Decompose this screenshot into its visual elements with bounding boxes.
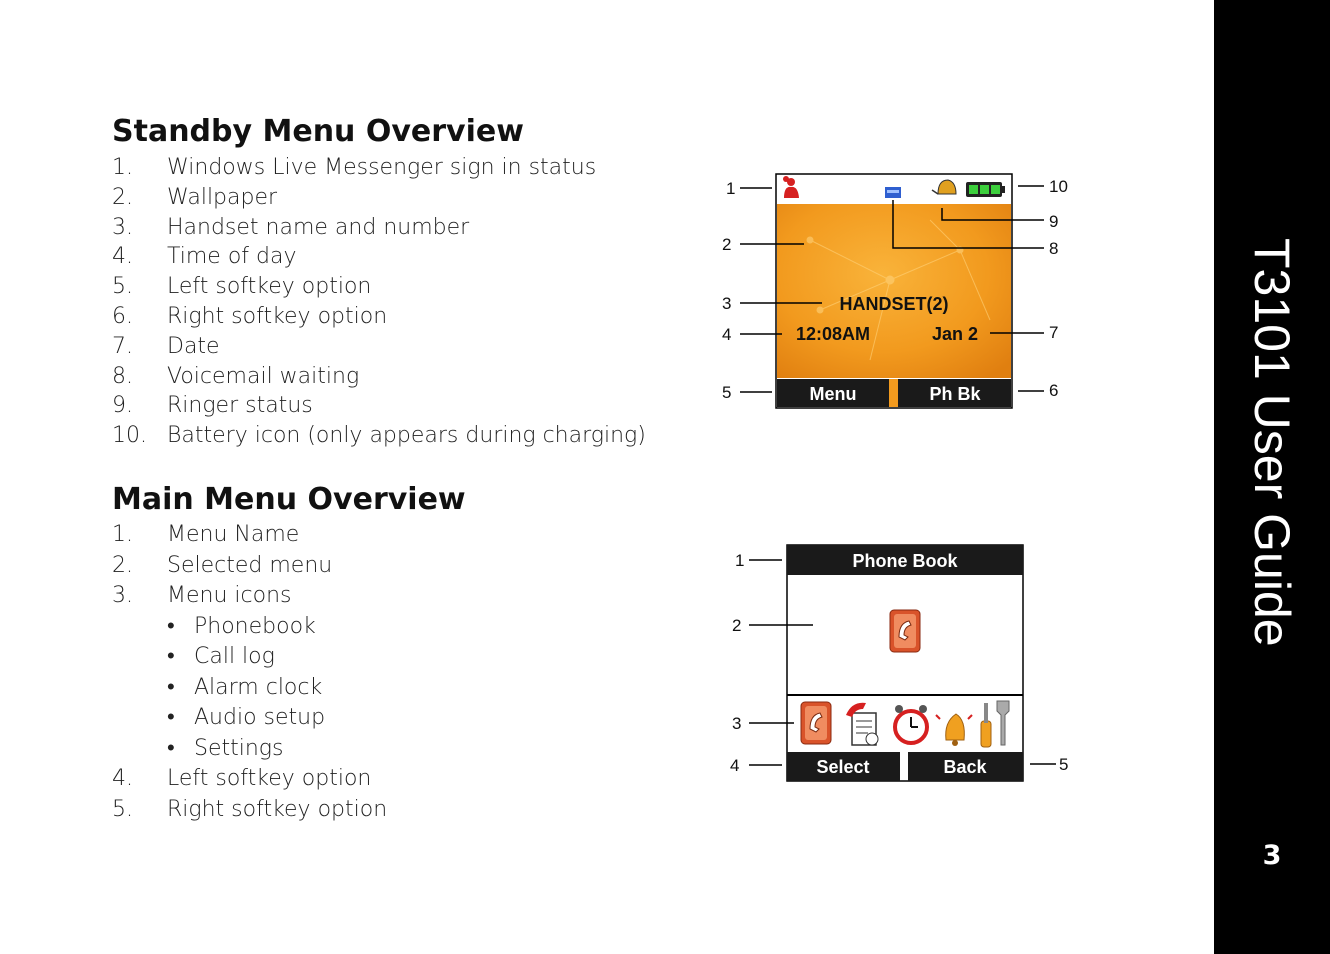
main-menu-heading: Main Menu Overview [112,482,466,517]
right-softkey: Back [943,757,987,777]
callout-4: 4 [722,325,732,344]
callout-6: 6 [1049,381,1059,400]
callout-3: 3 [722,294,732,313]
main-menu-screen-diagram [700,535,1100,790]
handset-name: HANDSET(2) [839,294,949,314]
callout-3: 3 [732,714,742,733]
list-item: 7. Date [112,333,220,359]
main-menu-list [112,520,387,825]
page-number: 3 [1262,840,1282,871]
list-item: 1. Windows Live Messenger sign in status [112,155,597,180]
standby-screen-diagram [700,160,1100,420]
bullet-item: • Alarm clock [167,674,323,700]
list-item: 8. Voicemail waiting [112,363,360,389]
right-softkey: Ph Bk [929,384,981,404]
bullet-item: • Phonebook [167,613,316,639]
left-softkey: Menu [809,384,857,404]
list-item: 2. Selected menu [112,552,333,578]
callout-1: 1 [726,179,736,198]
list-item: 10. Battery icon (only appears during charging) [112,423,646,449]
list-item: 6. Right softkey option [112,303,388,329]
callout-7: 7 [1049,323,1059,342]
time-of-day: 12:08AM [795,324,871,344]
list-item: 5. Right softkey option [112,796,388,822]
callout-2: 2 [732,616,742,635]
list-item: 2. Wallpaper [112,184,278,210]
left-softkey: Select [816,757,870,777]
list-item: 3. Handset name and number [112,214,470,240]
list-item: 1. Menu Name [112,522,300,547]
list-item: 4. Time of day [112,244,297,270]
phonebook-icon [801,702,831,744]
callout-9: 9 [1049,212,1059,231]
callout-4: 4 [730,756,740,775]
wallpaper [777,204,1011,378]
list-item: 9. Ringer status [112,393,313,419]
list-item: 4. Left softkey option [112,766,372,791]
callout-5: 5 [1059,755,1069,774]
bullet-item: • Call log [167,644,275,669]
callout-10: 10 [1049,177,1068,196]
standby-list [112,153,646,451]
bullet-item: • Settings [167,735,284,761]
list-item: 5. Left softkey option [112,274,372,300]
selected-phonebook-icon [890,610,920,652]
bullet-item: • Audio setup [167,705,326,730]
date: Jan 2 [931,324,979,344]
callout-1: 1 [735,551,745,570]
callout-5: 5 [722,383,732,402]
alarm-clock-icon [895,705,927,743]
callout-8: 8 [1049,239,1059,258]
battery-icon [966,182,1005,197]
callout-2: 2 [722,235,732,254]
guide-title: T3101 User Guide [1244,238,1300,647]
menu-name: Phone Book [852,551,958,571]
standby-heading: Standby Menu Overview [112,114,524,149]
list-item: 3. Menu icons [112,583,292,608]
